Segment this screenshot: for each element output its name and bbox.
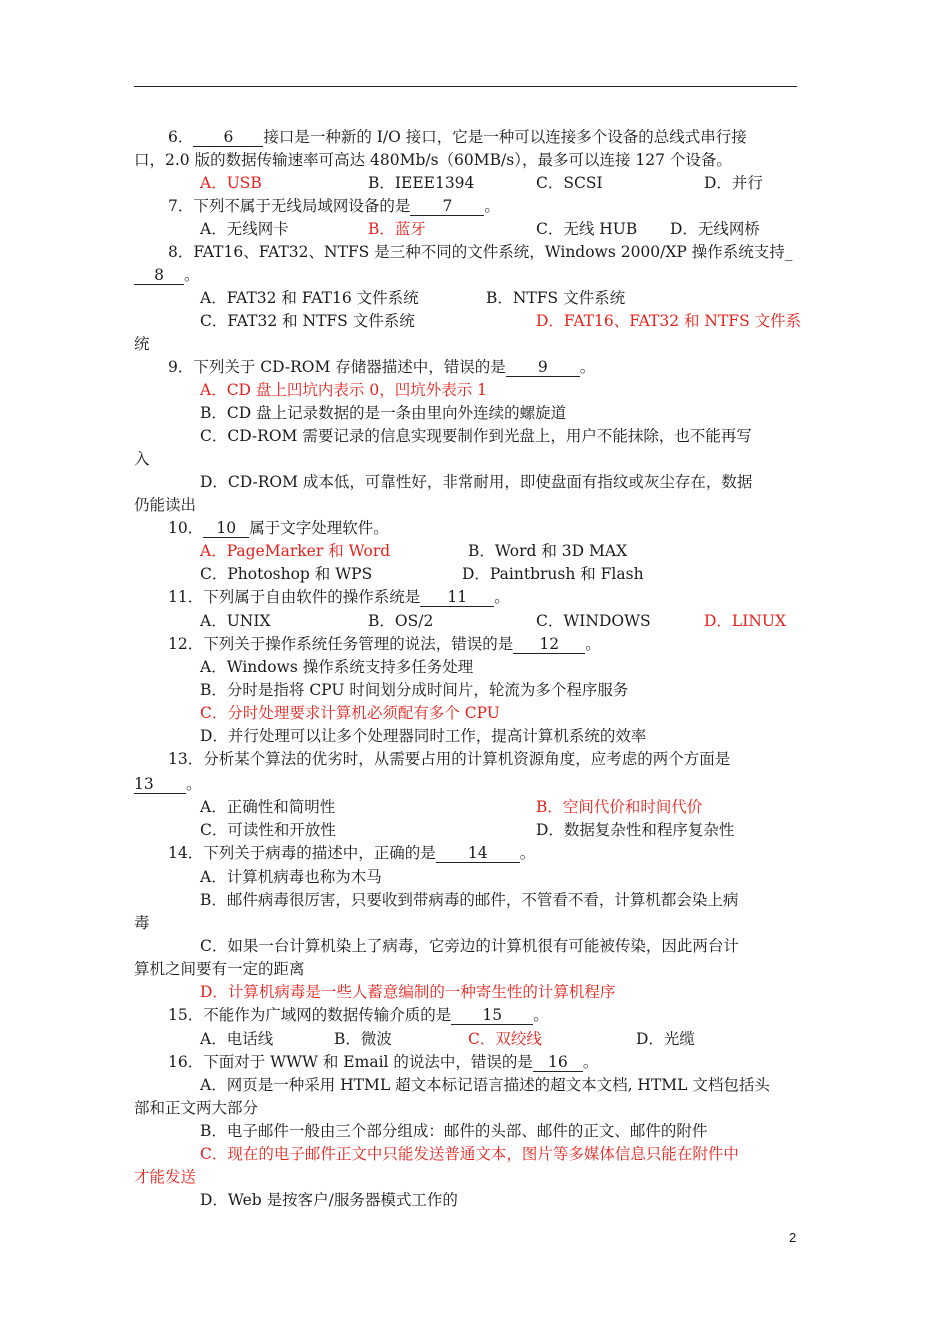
option-c-cont: 才能发送: [134, 1168, 197, 1186]
question-6-cont: 口，2.0 版的数据传输速率可高达 480Mb/s（60MB/s），最多可以连接 127 个设备。: [134, 151, 732, 169]
option-a: A．无线网卡: [200, 220, 289, 238]
option-d-cont: 仍能读出: [134, 496, 197, 514]
question-12: 12．下列关于操作系统任务管理的说法，错误的是 12 。: [168, 635, 601, 653]
option-d: D．并行: [704, 174, 763, 192]
question-13: 13．分析某个算法的优劣时，从需要占用的计算机资源角度，应考虑的两个方面是: [168, 750, 731, 768]
option-c: C．WINDOWS: [536, 612, 651, 630]
option-c: C．如果一台计算机染上了病毒，它旁边的计算机很有可能被传染，因此两台计: [200, 937, 739, 955]
page-number: 2: [789, 1230, 797, 1245]
question-7-options: [134, 218, 798, 241]
option-a: A．网页是一种采用 HTML 超文本标记语言描述的超文本文档, HTML 文档包括头: [200, 1076, 770, 1094]
question-13-options-ab: [134, 796, 798, 819]
question-13-options-cd: [134, 819, 798, 842]
question-10: 10． 10 属于文字处理软件。: [168, 519, 389, 537]
option-c: C．SCSI: [536, 174, 603, 192]
answer-blank: 11: [420, 588, 494, 607]
answer-blank: 12: [513, 635, 585, 654]
option-c-cont: 入: [134, 450, 150, 468]
option-c-cont: 算机之间要有一定的距离: [134, 960, 305, 978]
question-10-options-cd: [134, 563, 798, 586]
option-a: A．CD 盘上凹坑内表示 0，凹坑外表示 1: [200, 381, 487, 399]
option-a: A．USB: [200, 174, 262, 192]
question-16: 16．下面对于 WWW 和 Email 的说法中，错误的是 16 。: [168, 1053, 599, 1071]
question-10-options-ab: [134, 540, 798, 563]
option-d: D．光缆: [636, 1030, 695, 1048]
option-a: A．UNIX: [200, 612, 271, 630]
answer-blank: 8: [134, 266, 184, 285]
option-c: C．Photoshop 和 WPS: [200, 565, 373, 583]
option-b: B．NTFS 文件系统: [486, 289, 626, 307]
option-a: A．电话线: [200, 1030, 274, 1048]
option-b: B．IEEE1394: [368, 174, 475, 192]
question-6-options: [134, 172, 798, 195]
option-c: C．可读性和开放性: [200, 821, 336, 839]
option-c: C．现在的电子邮件正文中只能发送普通文本，图片等多媒体信息只能在附件中: [200, 1145, 739, 1163]
question-page: [134, 126, 802, 1212]
option-c: C．CD-ROM 需要记录的信息实现要制作到光盘上，用户不能抹除，也不能再写: [200, 427, 752, 445]
option-d: D．并行处理可以让多个处理器同时工作，提高计算机系统的效率: [200, 727, 647, 745]
option-d-cont: 统: [134, 335, 150, 353]
option-a: A．计算机病毒也称为木马: [200, 868, 382, 886]
option-c: C．分时处理要求计算机必须配有多个 CPU: [200, 704, 500, 722]
answer-blank: 9: [506, 358, 580, 377]
question-14: 14．下列关于病毒的描述中，正确的是 14 。: [168, 844, 536, 862]
option-b: B．微波: [334, 1030, 392, 1048]
option-d: D．数据复杂性和程序复杂性: [536, 821, 735, 839]
option-c: C．无线 HUB: [536, 220, 638, 238]
answer-blank: 10: [203, 519, 249, 538]
answer-blank: 16: [533, 1053, 583, 1072]
option-d: D．FAT16、FAT32 和 NTFS 文件系: [536, 312, 802, 330]
option-d: D．Paintbrush 和 Flash: [462, 565, 644, 583]
option-b: B．CD 盘上记录数据的是一条由里向外连续的螺旋道: [200, 404, 567, 422]
answer-blank: 6: [193, 128, 263, 147]
option-d: D．LINUX: [704, 612, 787, 630]
option-b: B．电子邮件一般由三个部分组成：邮件的头部、邮件的正文、邮件的附件: [200, 1122, 708, 1140]
option-a: A．Windows 操作系统支持多任务处理: [200, 658, 474, 676]
question-11: 11．下列属于自由软件的操作系统是 11 。: [168, 588, 510, 606]
option-b: B．分时是指将 CPU 时间划分成时间片，轮流为多个程序服务: [200, 681, 629, 699]
option-a: A．PageMarker 和 Word: [200, 542, 391, 560]
question-8-cont: 8 。: [134, 264, 798, 287]
answer-blank: 7: [410, 197, 484, 216]
question-11-options: [134, 610, 798, 633]
question-6: 6． 6 接口是一种新的 I/O 接口，它是一种可以连接多个设备的总线式串行接: [168, 128, 747, 146]
option-b: B．蓝牙: [368, 220, 426, 238]
option-d: D．无线网桥: [670, 220, 760, 238]
option-a: A．正确性和简明性: [200, 798, 336, 816]
question-8: 8．FAT16、FAT32、NTFS 是三种不同的文件系统，Windows 2000/XP 操作系统支持_: [168, 243, 793, 261]
answer-blank: 13: [134, 775, 186, 794]
question-9: 9．下列关于 CD-ROM 存储器描述中，错误的是 9 。: [168, 358, 596, 376]
question-13-cont: 13 。: [134, 775, 202, 793]
option-d: D．CD-ROM 成本低，可靠性好，非常耐用，即使盘面有指纹或灰尘存在，数据: [200, 473, 753, 491]
question-7: 7．下列不属于无线局域网设备的是 7 。: [168, 197, 500, 215]
answer-blank: 14: [436, 844, 520, 863]
header-rule: [134, 86, 797, 87]
option-d: D．计算机病毒是一些人蓄意编制的一种寄生性的计算机程序: [200, 983, 616, 1001]
option-c: C．双绞线: [468, 1030, 542, 1048]
question-15: 15．不能作为广域网的数据传输介质的是 15 。: [168, 1006, 549, 1024]
option-b: B．空间代价和时间代价: [536, 798, 703, 816]
option-c: C．FAT32 和 NTFS 文件系统: [200, 312, 415, 330]
answer-blank: 15: [451, 1006, 533, 1025]
option-a: A．FAT32 和 FAT16 文件系统: [200, 289, 419, 307]
option-b-cont: 毒: [134, 914, 150, 932]
option-a-cont: 部和正文两大部分: [134, 1099, 259, 1117]
option-b: B．邮件病毒很厉害，只要收到带病毒的邮件，不管看不看，计算机都会染上病: [200, 891, 739, 909]
question-8-options-cd: [134, 310, 802, 333]
question-8-options-ab: [134, 287, 798, 310]
question-15-options: [134, 1028, 798, 1051]
option-d: D．Web 是按客户/服务器模式工作的: [200, 1191, 458, 1209]
option-b: B．Word 和 3D MAX: [468, 542, 628, 560]
option-b: B．OS/2: [368, 612, 434, 630]
